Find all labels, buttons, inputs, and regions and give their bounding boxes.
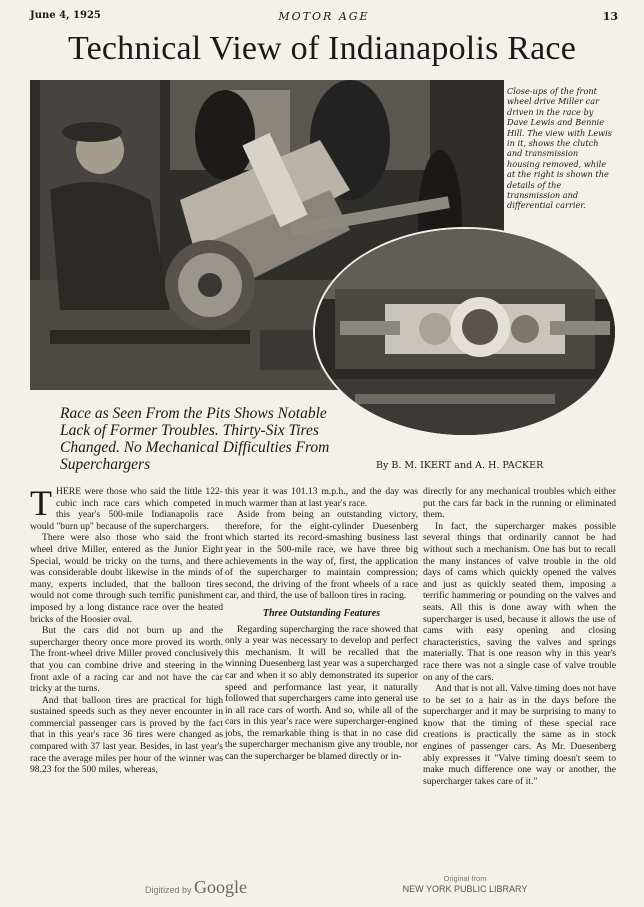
- google-logo: Google: [194, 877, 248, 897]
- paragraph-text: HERE were those who said the little 122-cubic inch race cars which competed in this year's 500-mile Indianapolis race would "burn up" because of the superchargers.: [30, 486, 223, 532]
- article-title: Technical View of Indianapolis Race: [68, 30, 576, 67]
- drop-cap: T: [30, 483, 52, 523]
- digitized-credit: [145, 877, 247, 898]
- photo-caption: Close-ups of the front wheel drive Miller car driven in the race by Dave Lewis and Bennie Hill. The view with Lewis in it, shows the clutch and transmission housing removed, while at the right is shown the details of the transmission and differential carrier.: [507, 86, 612, 211]
- page-number: 13: [602, 10, 618, 23]
- transmission-photo-illustration: [315, 229, 615, 435]
- magazine-name: MOTOR AGE: [278, 10, 370, 23]
- paragraph: And that is not all. Valve timing does not have to be set to a hair as in the days before the supercharger and it may be surprising to many to know that the timing of these special race creations is practically the same as in stock engines of passenger cars. As Mr. Duesenberg ably expresses it "Valve timing doesn't seem to make much difference one way or another, the supercharger takes care of it.": [423, 683, 616, 787]
- issue-date: June 4, 1925: [30, 10, 101, 21]
- text-column-3: [423, 486, 616, 787]
- text-column-1: [30, 483, 223, 776]
- library-name: NEW YORK PUBLIC LIBRARY: [402, 884, 528, 894]
- paragraph: directly for any mechanical troubles which either put the cars far back in the running or eliminated them.: [423, 486, 616, 521]
- article-subtitle: Race as Seen From the Pits Shows Notable Lack of Former Troubles. Thirty-Six Tires Changed. No Mechanical Difficulties From Superchargers: [60, 405, 330, 473]
- paragraph: In fact, the supercharger makes possible several things that ordinarily cannot be had without such a mechanism. One has but to recall the many instances of valve trouble in the old days of cams which quickly opened the valves and just as quickly seated them, imposing a terrific hammering or pounding on the valves and seats. All this is done away with when the supercharger is used, because it allows the use of cams with easy opening and closing characteristics, saving the valves and springs materially. That is one reason why in this year's race there was not a single case of valve trouble on any of the cars.: [423, 520, 616, 683]
- section-heading: Three Outstanding Features: [262, 607, 381, 619]
- text-column-2: [225, 486, 418, 763]
- original-label: Original from: [443, 874, 487, 883]
- running-header: [30, 10, 618, 26]
- paragraph: Aside from being an outstanding victory, therefore, for the eight-cylinder Duesenberg which started its record-smashing business last year in the 500-mile race, we have three big achievements in the way of, first, the application of the supercharger to maintain compression; second, the driving of the front wheels of a race car, and third, the use of balloon tires in racing.: [225, 509, 418, 602]
- paragraph: this year it was 101.13 m.p.h., and the day was much warmer than at last year's race.: [225, 486, 418, 509]
- paragraph: And that balloon tires are practical for high sustained speeds such as they never encounter in commercial passenger cars is proved by the fact that in this year's race 36 tires were changed as compared with 37 last year. Besides, in last year's race the average miles per hour of the winner was 98.23 for the 500 miles, whereas,: [30, 694, 223, 776]
- paragraph: But the cars did not burn up and the supercharger theory once more proved its worth. The front-wheel drive Miller proved conclusively that you can combine drive and steering in the front axle of a racing car and not have the car tricky at the turns.: [30, 625, 223, 695]
- library-credit: [390, 874, 540, 894]
- paragraph: Regarding supercharging the race showed that only a year was necessary to develop and perfect this mechanism. It will be recalled that the winning Duesenberg last year was a supercharged car and when it so ably demonstrated its superior speed and performance last year, it naturally followed that superchargers came into general use in all race cars of worth. And so, while all of the cars in this year's race were supercharger-engined jobs, the remarkable thing is that in no case did the supercharger mechanism give any trouble, nor can the supercharger be blamed directly or in-: [225, 623, 418, 763]
- byline: By B. M. IKERT and A. H. PACKER: [376, 460, 544, 471]
- paragraph: [30, 483, 223, 532]
- paragraph: There were also those who said the front wheel drive Miller, entered as the Junior Eight Special, would be tricky on the turns, and there was considerable doubt likewise in the minds of many, experts included, that the balloon tires would not come through such terrific punishment imposed by a long distance race over the heated bricks of the Hoosier oval.: [30, 532, 223, 625]
- digitized-label: Digitized by: [145, 885, 192, 895]
